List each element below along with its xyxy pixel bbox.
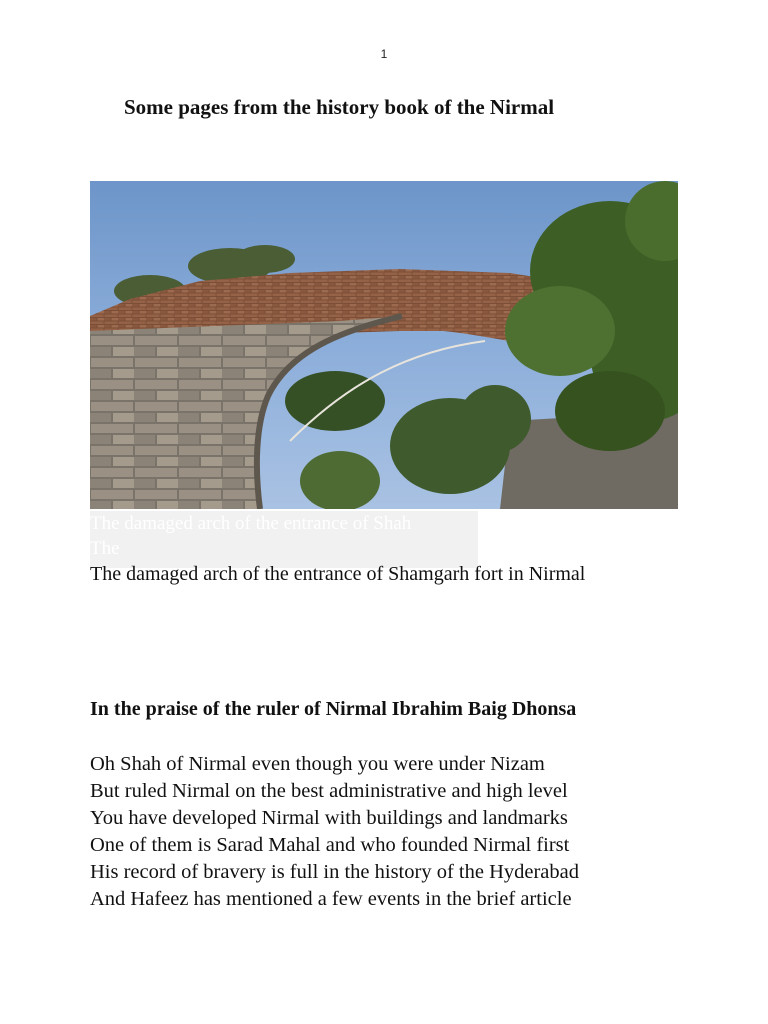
faded-caption-line-2: The [90, 538, 120, 559]
poem-lines [90, 751, 579, 913]
poem-line: And Hafeez has mentioned a few events in the brief article [90, 888, 572, 910]
arch-illustration [90, 181, 678, 509]
photo-caption: The damaged arch of the entrance of Shamgarh fort in Nirmal [90, 563, 586, 585]
poem-line: His record of bravery is full in the history of the Hyderabad [90, 861, 580, 883]
poem-line: Oh Shah of Nirmal even though you were under Nizam [90, 753, 545, 775]
distant-trees [285, 371, 531, 509]
faded-caption-line-1: The damaged arch of the entrance of Shah [90, 513, 412, 534]
faded-caption-overlay [90, 511, 478, 568]
page-number: 1 [380, 47, 388, 61]
arch-photo [90, 181, 678, 509]
poem-line: You have developed Nirmal with buildings and landmarks [90, 807, 568, 829]
right-tree [505, 181, 678, 451]
document-title: Some pages from the history book of the Nirmal [124, 95, 555, 119]
poem-line: But ruled Nirmal on the best administrative and high level [90, 780, 568, 802]
poem-line: One of them is Sarad Mahal and who founded Nirmal first [90, 834, 570, 856]
section-heading: In the praise of the ruler of Nirmal Ibrahim Baig Dhonsa [90, 698, 577, 720]
